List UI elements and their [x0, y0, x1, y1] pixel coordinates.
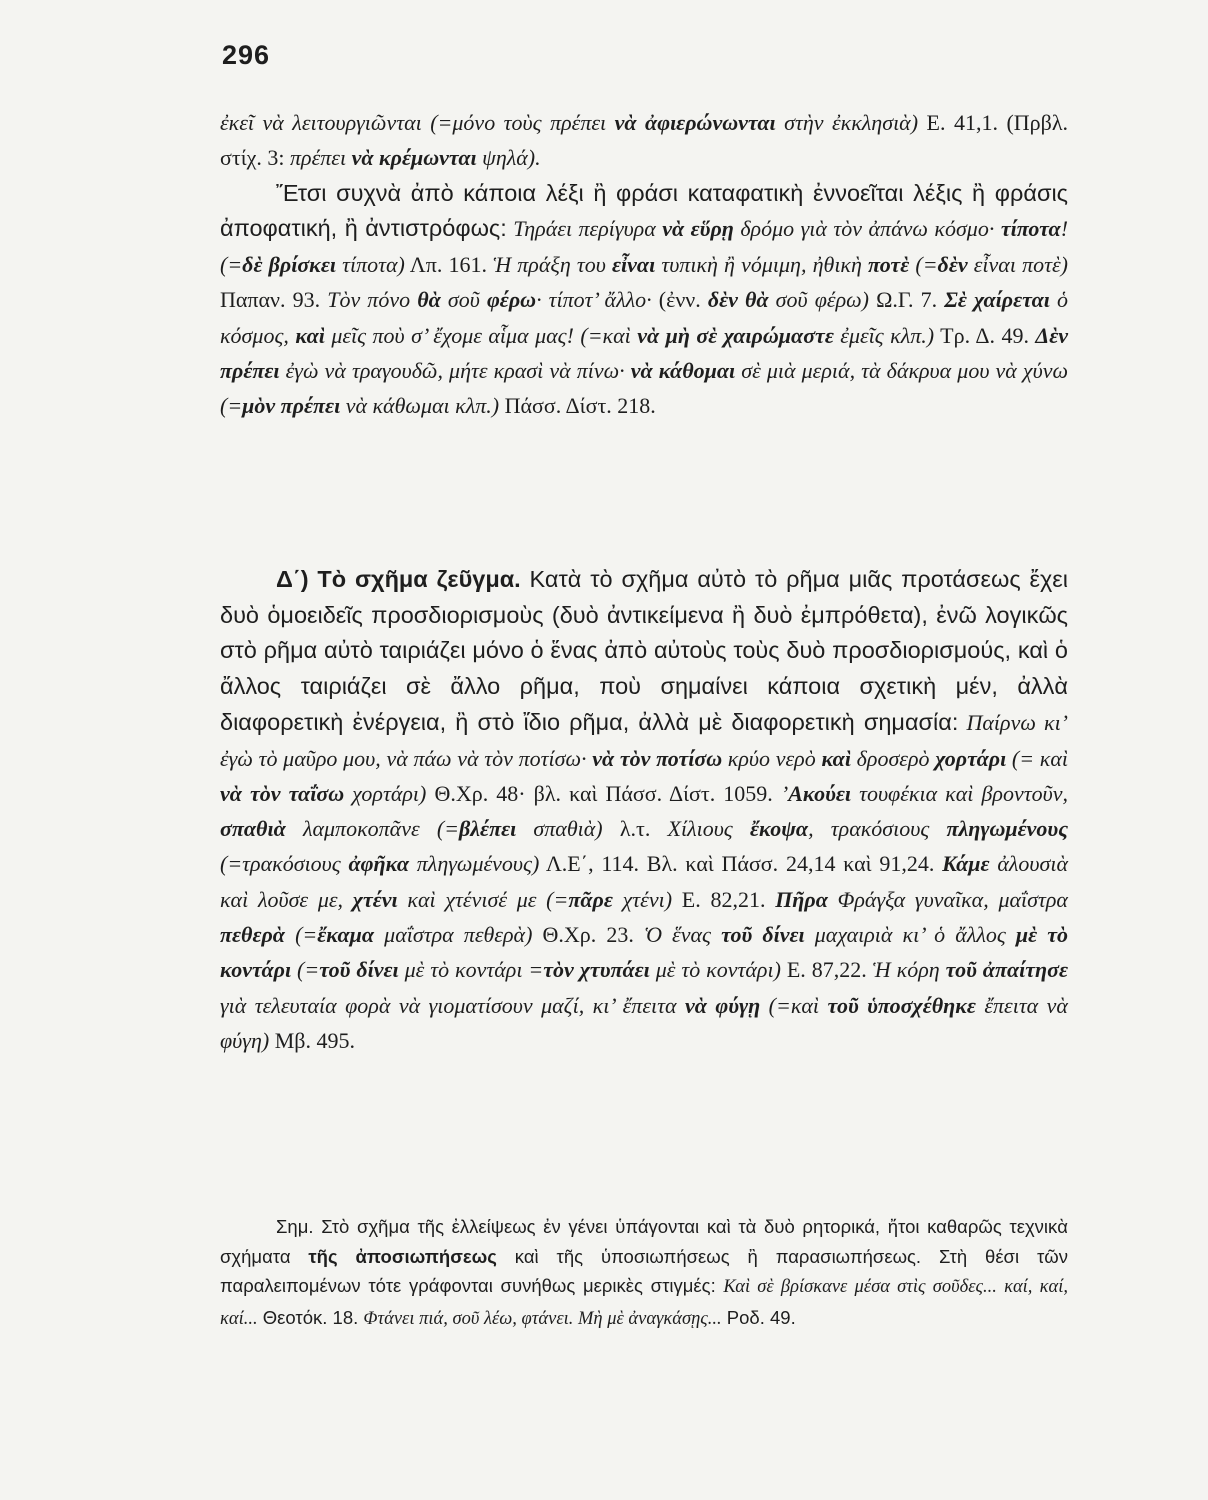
- page-number: 296: [222, 40, 271, 70]
- text-block: Σημ. Στὸ σχῆμα τῆς ἐλλείψεως ἐν γένει ὑπάγονται καὶ τὰ δυὸ ρητορικά, ἤτοι καθαρῶς τεχνικὰ σχήματα τῆς ἀποσιωπήσεως καὶ τῆς ὑποσιωπήσεως ἢ παρασιωπήσεως. Στὴ θέσι τῶν παραλειπομένων τότε γράφονται συνήθως μερικὲς στιγμές: Καὶ σὲ βρίσκανε μέσα στὶς σοῦδες... καί, καί, καί... Θεοτόκ. 18. Φτάνει πιά, σοῦ λέω, φτάνει. Μὴ μὲ ἀναγκάσῃς... Ροδ. 49.: [220, 1216, 1068, 1329]
- text-block: Δ΄) Τὸ σχῆμα ζεῦγμα. Κατὰ τὸ σχῆμα αὐτὸ τὸ ρῆμα μιᾶς προτάσεως ἔχει δυὸ ὁμοειδεῖς προσδιορισμοὺς (δυὸ ἀντικείμενα ἢ δυὸ ἐμπρόθετα), ἐνῶ λογικῶς στὸ ρῆμα αὐτὸ ταιριάζει μόνο ὁ ἕνας ἀπὸ αὐτοὺς τοὺς δυὸ προσδιορισμούς, καὶ ὁ ἄλλος ταιριάζει σὲ ἄλλο ρῆμα, ποὺ σημαίνει κάποια σχετικὴ μέν, ἀλλὰ διαφορετικὴ ἐνέργεια, ἢ στὸ ἴδιο ρῆμα, ἀλλὰ μὲ διαφορετικὴ σημασία: Παίρνω κι’ ἐγὼ τὸ μαῦρο μου, νὰ πάω νὰ τὸν ποτίσω· νὰ τὸν ποτίσω κρύο νερὸ καὶ δροσερὸ χορτάρι (= καὶ νὰ τὸν ταΐσω χορτάρι) Θ.Χρ. 48· βλ. καὶ Πάσσ. Δίστ. 1059. ’Ακούει τουφέκια καὶ βροντοῦν, σπαθιὰ λαμποκοπᾶνε (=βλέπει σπαθιὰ) λ.τ. Χίλιους ἔκοψα, τρακόσιους πληγωμένους (=τρακόσιους ἀφῆκα πληγωμένους) Λ.Ε΄, 114. Βλ. καὶ Πάσσ. 24,14 καὶ 91,24. Κάμε ἀλουσιὰ καὶ λοῦσε με, χτένι καὶ χτένισέ με (=πᾶρε χτένι) Ε. 82,21. Πῆρα Φράγξα γυναῖκα, μαΐστρα πεθερὰ (=ἔκαμα μαΐστρα πεθερὰ) Θ.Χρ. 23. Ὁ ἕνας τοῦ δίνει μαχαιριὰ κι’ ὁ ἄλλος μὲ τὸ κοντάρι (=τοῦ δίνει μὲ τὸ κοντάρι =τὸν χτυπάει μὲ τὸ κοντάρι) Ε. 87,22. Ἡ κόρη τοῦ ἀπαίτησε γιὰ τελευταία φορὰ νὰ γιοματίσουν μαζί, κι’ ἔπειτα νὰ φύγῃ (=καὶ τοῦ ὑποσχέθηκε ἔπειτα νὰ φύγη) Μβ. 495.: [220, 566, 1069, 1053]
- text-block: Ἔτσι συχνὰ ἀπὸ κάποια λέξι ἢ φράσι καταφατικὴ ἐννοεῖται λέξις ἢ φράσις ἀποφατική, ἢ ἀντιστρόφως: Τηράει περίγυρα νὰ εὕρῃ δρόμο γιὰ τὸν ἀπάνω κόσμο· τίποτα! (=δὲ βρίσκει τίποτα) Λπ. 161. Ἡ πράξη του εἶναι τυπικὴ ἢ νόμιμη, ἠθικὴ ποτὲ (=δὲν εἶναι ποτὲ) Παπαν. 93. Τὸν πόνο θὰ σοῦ φέρω· τίποτ’ ἄλλο· (ἐνν. δὲν θὰ σοῦ φέρω) Ω.Γ. 7. Σὲ χαίρεται ὁ κόσμος, καὶ μεῖς ποὺ σ’ ἔχομε αἷμα μας! (=καὶ νὰ μὴ σὲ χαιρώμαστε ἐμεῖς κλπ.) Τρ. Δ. 49. Δὲν πρέπει ἐγὼ νὰ τραγουδῶ, μήτε κρασὶ νὰ πίνω· νὰ κάθομαι σὲ μιὰ μεριά, τὰ δάκρυα μου νὰ χύνω (=μὸν πρέπει νὰ κάθωμαι κλπ.) Πάσσ. Δίστ. 218.: [220, 179, 1069, 419]
- text-block: ἐκεῖ νὰ λειτουργιῶνται (=μόνο τοὺς πρέπει νὰ ἀφιερώνωνται στὴν ἐκκλησιὰ) Ε. 41,1. (Πρβλ. στίχ. 3: πρέπει νὰ κρέμωνται ψηλά).: [220, 110, 1068, 171]
- paragraph-note: [220, 1212, 1068, 1334]
- paragraph-zeugma: [220, 562, 1068, 1058]
- paragraph-examples-ellipsis: [220, 105, 1068, 423]
